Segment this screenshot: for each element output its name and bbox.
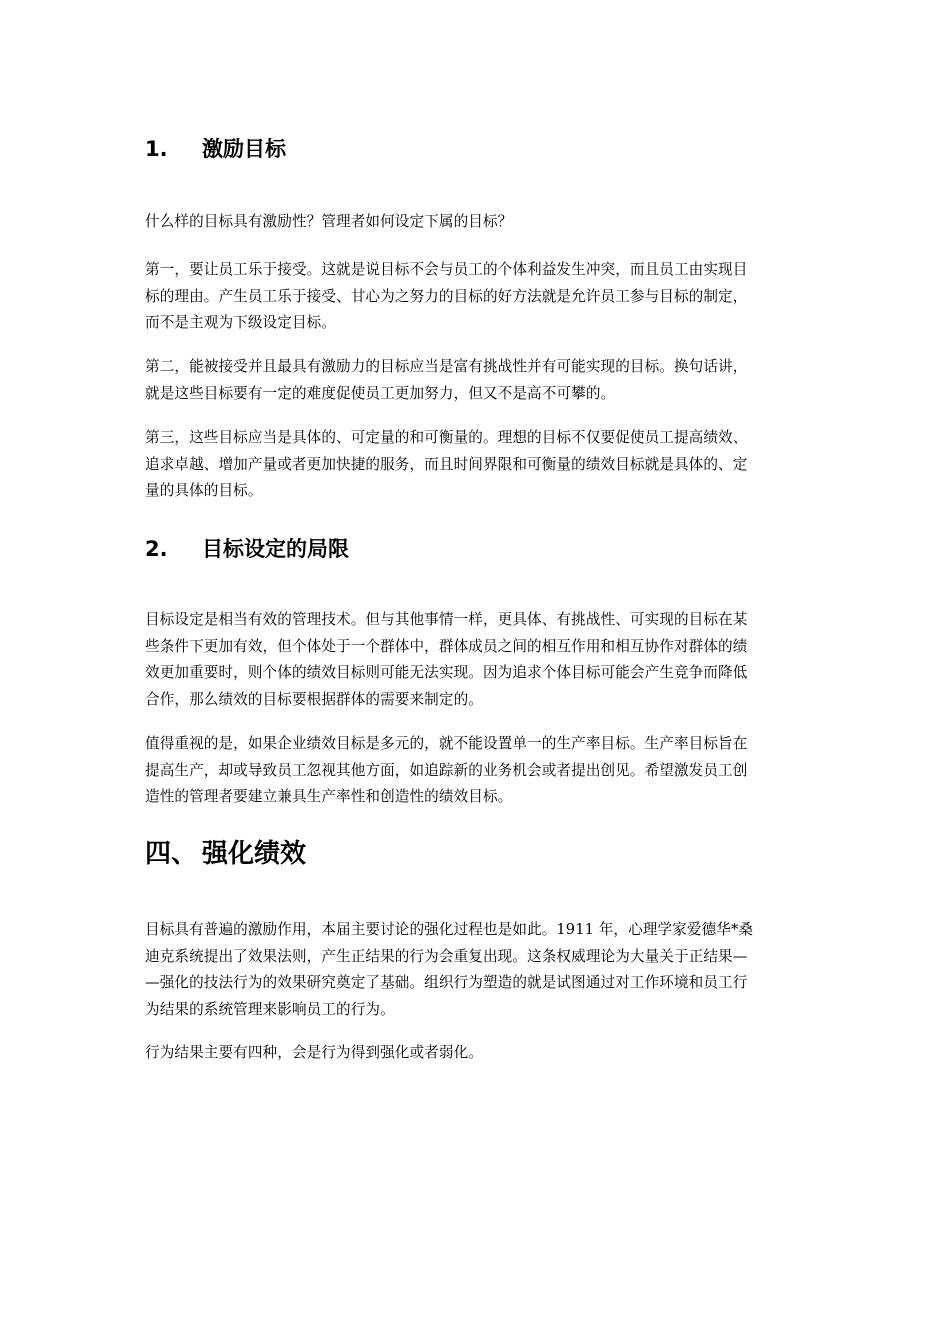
text-line: 就是这些目标要有一定的难度促使员工更加努力，但又不是高不可攀的。 bbox=[145, 384, 616, 402]
text-line: 标的理由。产生员工乐于接受、甘心为之努力的目标的好方法就是允许员工参与目标的制定， bbox=[145, 287, 748, 305]
s1-paragraph-1 bbox=[145, 209, 805, 236]
text-line: 目标设定是相当有效的管理技术。但与其他事情一样，更具体、有挑战性、可实现的目标在某 bbox=[145, 611, 748, 628]
s4-paragraph-2 bbox=[145, 1040, 805, 1067]
text-line: 造性的管理者要建立兼具生产率性和创造性的绩效目标。 bbox=[145, 788, 513, 805]
text-line: 提高生产，却或导致员工忽视其他方面，如追踪新的业务机会或者提出创见。希望激发员工创 bbox=[145, 761, 748, 779]
text-line: 目标具有普遍的激励作用，本届主要讨论的强化过程也是如此。1911 年，心理学家爱德华*桑 bbox=[145, 921, 754, 938]
section-2-heading bbox=[145, 534, 805, 564]
text-line: 迪克系统提出了效果法则，产生正结果的行为会重复出现。这条权威理论为大量关于正结果— bbox=[145, 947, 748, 965]
text-line: 些条件下更加有效，但个体处于一个群体中，群体成员之间的相互作用和相互协作对群体的绩 bbox=[145, 637, 748, 655]
s2-paragraph-2 bbox=[145, 731, 805, 811]
s4-paragraph-1 bbox=[145, 917, 805, 1023]
s1-paragraph-2 bbox=[145, 257, 805, 337]
section-4-title: 强化绩效 bbox=[202, 839, 307, 869]
text-line: 第二，能被接受并且最具有激励力的目标应当是富有挑战性并有可能实现的目标。换句话讲， bbox=[145, 358, 748, 375]
section-1-number: 1. bbox=[145, 137, 168, 161]
s1-paragraph-3 bbox=[145, 354, 805, 407]
text-line: 为结果的系统管理来影响员工的行为。 bbox=[145, 1000, 395, 1018]
text-line: 第一，要让员工乐于接受。这就是说目标不会与员工的个体利益发生冲突，而且员工由实现目 bbox=[145, 261, 748, 278]
text-line: 追求卓越、增加产量或者更加快捷的服务，而且时间界限和可衡量的绩效目标就是具体的、定 bbox=[145, 455, 748, 473]
section-4-number: 四、 bbox=[145, 839, 198, 869]
section-2-title: 目标设定的局限 bbox=[202, 537, 349, 561]
section-1-heading bbox=[145, 134, 805, 164]
s1-paragraph-4 bbox=[145, 425, 805, 505]
s2-paragraph-1 bbox=[145, 607, 805, 713]
text-line: 什么样的目标具有激励性？管理者如何设定下属的目标？ bbox=[145, 213, 513, 230]
text-line: 第三，这些目标应当是具体的、可定量的和可衡量的。理想的目标不仅要促使员工提高绩效、 bbox=[145, 429, 748, 446]
section-2-number: 2. bbox=[145, 537, 168, 561]
text-line: 量的具体的目标。 bbox=[145, 482, 263, 499]
text-line: 行为结果主要有四种，会是行为得到强化或者弱化。 bbox=[145, 1044, 483, 1061]
text-line: —强化的技法行为的效果研究奠定了基础。组织行为塑造的就是试图通过对工作环境和员工行 bbox=[145, 974, 748, 991]
section-1-title: 激励目标 bbox=[202, 137, 286, 161]
text-line: 值得重视的是，如果企业绩效目标是多元的，就不能设置单一的生产率目标。生产率目标旨在 bbox=[145, 735, 748, 752]
section-4-heading bbox=[145, 836, 805, 872]
text-line: 而不是主观为下级设定目标。 bbox=[145, 314, 337, 331]
text-line: 合作，那么绩效的目标要根据群体的需要来制定的。 bbox=[145, 690, 483, 708]
text-line: 效更加重要时，则个体的绩效目标则可能无法实现。因为追求个体目标可能会产生竞争而降低 bbox=[145, 664, 748, 681]
